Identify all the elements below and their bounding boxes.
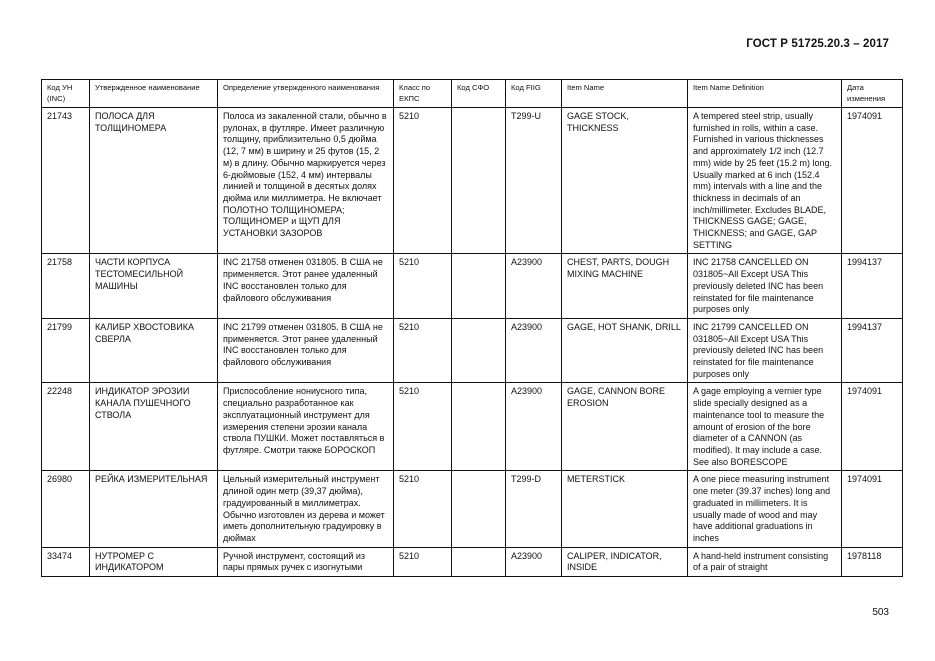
cell-fiig: A23900 (506, 318, 562, 383)
cell-definition-ru: Ручной инструмент, состоящий из пары прямых ручек с изогнутыми (218, 547, 394, 576)
page-number: 503 (872, 607, 889, 618)
cell-sfo (452, 547, 506, 576)
cell-class: 5210 (394, 318, 452, 383)
column-header-definition-ru: Определение утвержденного наименования (218, 80, 394, 108)
cell-definition-ru: INC 21758 отменен 031805. В США не применяется. Этот ранее удаленный INC восстановлен только для файлового обслуживания (218, 254, 394, 319)
cell-date: 1994137 (842, 318, 903, 383)
cell-date: 1974091 (842, 383, 903, 471)
cell-fiig: T299-D (506, 471, 562, 547)
cell-sfo (452, 108, 506, 254)
cell-item-definition: A one piece measuring instrument one meter (39.37 inches) long and graduated in millimeters. It is usually made of wood and may have additional graduations in inches (688, 471, 842, 547)
cell-inc: 33474 (42, 547, 90, 576)
cell-name-ru: НУТРОМЕР С ИНДИКАТОРОМ (90, 547, 218, 576)
cell-class: 5210 (394, 471, 452, 547)
cell-item-name: CHEST, PARTS, DOUGH MIXING MACHINE (562, 254, 688, 319)
cell-item-name: GAGE STOCK, THICKNESS (562, 108, 688, 254)
cell-fiig: A23900 (506, 383, 562, 471)
cell-definition-ru: INC 21799 отменен 031805. В США не применяется. Этот ранее удаленный INC восстановлен только для файлового обслуживания (218, 318, 394, 383)
document-standard-header: ГОСТ Р 51725.20.3 – 2017 (746, 38, 889, 50)
cell-sfo (452, 471, 506, 547)
table-header-row (42, 80, 903, 108)
catalog-table (41, 79, 903, 577)
cell-inc: 26980 (42, 471, 90, 547)
cell-date: 1994137 (842, 254, 903, 319)
cell-item-name: METERSTICK (562, 471, 688, 547)
cell-class: 5210 (394, 108, 452, 254)
cell-sfo (452, 383, 506, 471)
cell-class: 5210 (394, 547, 452, 576)
column-header-sfo: Код СФО (452, 80, 506, 108)
cell-item-name: GAGE, HOT SHANK, DRILL (562, 318, 688, 383)
cell-sfo (452, 318, 506, 383)
table-row (42, 318, 903, 383)
cell-name-ru: ИНДИКАТОР ЭРОЗИИ КАНАЛА ПУШЕЧНОГО СТВОЛА (90, 383, 218, 471)
cell-item-definition: INC 21799 CANCELLED ON 031805~All Except USA This previously deleted INC has been reinstated for file maintenance purposes only (688, 318, 842, 383)
cell-name-ru: РЕЙКА ИЗМЕРИТЕЛЬНАЯ (90, 471, 218, 547)
cell-class: 5210 (394, 383, 452, 471)
cell-item-definition: A gage employing a vernier type slide specially designed as a maintenance tool to measure the amount of erosion of the bore diameter of a CANNON (as modified). It may include a case. See also BORESCOPE (688, 383, 842, 471)
cell-fiig: T299-U (506, 108, 562, 254)
cell-item-definition: INC 21758 CANCELLED ON 031805~All Except USA This previously deleted INC has been reinstated for file maintenance purposes only (688, 254, 842, 319)
cell-item-definition: A hand-held instrument consisting of a pair of straight (688, 547, 842, 576)
cell-definition-ru: Приспособление нониусного типа, специально разработанное как эксплуатационный инструмент для измерения степени эрозии канала ствола ПУШКИ. Может поставляться в футляре. Смотри также БОРОСКОП (218, 383, 394, 471)
cell-item-definition: A tempered steel strip, usually furnished in rolls, within a case. Furnished in various thicknesses and approximately 1/2 inch (12.7 mm) wide by 25 feet (15.2 m) long. Usually marked at 6 inch (152.4 mm) intervals with a line and the thickness in decimals of an inch/millimeter. Excludes BLADE, THICKNESS GAGE; GAGE, THICKNESS; and GAGE, GAP SETTING (688, 108, 842, 254)
cell-date: 1974091 (842, 471, 903, 547)
cell-class: 5210 (394, 254, 452, 319)
cell-definition-ru: Цельный измерительный инструмент длиной один метр (39,37 дюйма), градуированный в миллиметрах. Обычно изготовлен из дерева и может иметь дополнительную градуировку в дюймах (218, 471, 394, 547)
cell-fiig: A23900 (506, 547, 562, 576)
cell-sfo (452, 254, 506, 319)
cell-fiig: A23900 (506, 254, 562, 319)
column-header-name-ru: Утвержденное наименование (90, 80, 218, 108)
cell-inc: 21799 (42, 318, 90, 383)
cell-name-ru: КАЛИБР ХВОСТОВИКА СВЕРЛА (90, 318, 218, 383)
table-row (42, 471, 903, 547)
cell-name-ru: ПОЛОСА ДЛЯ ТОЛЩИНОМЕРА (90, 108, 218, 254)
column-header-item-definition: Item Name Definition (688, 80, 842, 108)
column-header-date: Дата изменения (842, 80, 903, 108)
table-row (42, 108, 903, 254)
cell-inc: 21743 (42, 108, 90, 254)
cell-inc: 22248 (42, 383, 90, 471)
column-header-class: Класс по ЕКПС (394, 80, 452, 108)
cell-inc: 21758 (42, 254, 90, 319)
column-header-inc: Код УН (INC) (42, 80, 90, 108)
catalog-table-wrapper (41, 79, 902, 577)
table-row (42, 383, 903, 471)
cell-definition-ru: Полоса из закаленной стали, обычно в рулонах, в футляре. Имеет различную толщину, приблизительно 0,5 дюйма (12, 7 мм) в ширину и 25 футов (15, 2 м) в длину. Обычно маркируется через 6-дюймовые (152, 4 мм) интервалы линией и толщиной в десятых долях дюйма или миллиметра. Не включает ПОЛОТНО ТОЛЩИНОМЕРА; ТОЛЩИНОМЕР и ЩУП ДЛЯ УСТАНОВКИ ЗАЗОРОВ (218, 108, 394, 254)
cell-item-name: CALIPER, INDICATOR, INSIDE (562, 547, 688, 576)
column-header-item-name: Item Name (562, 80, 688, 108)
cell-item-name: GAGE, CANNON BORE EROSION (562, 383, 688, 471)
cell-name-ru: ЧАСТИ КОРПУСА ТЕСТОМЕСИЛЬНОЙ МАШИНЫ (90, 254, 218, 319)
table-row (42, 254, 903, 319)
table-row (42, 547, 903, 576)
column-header-fiig: Код FIIG (506, 80, 562, 108)
cell-date: 1978118 (842, 547, 903, 576)
cell-date: 1974091 (842, 108, 903, 254)
